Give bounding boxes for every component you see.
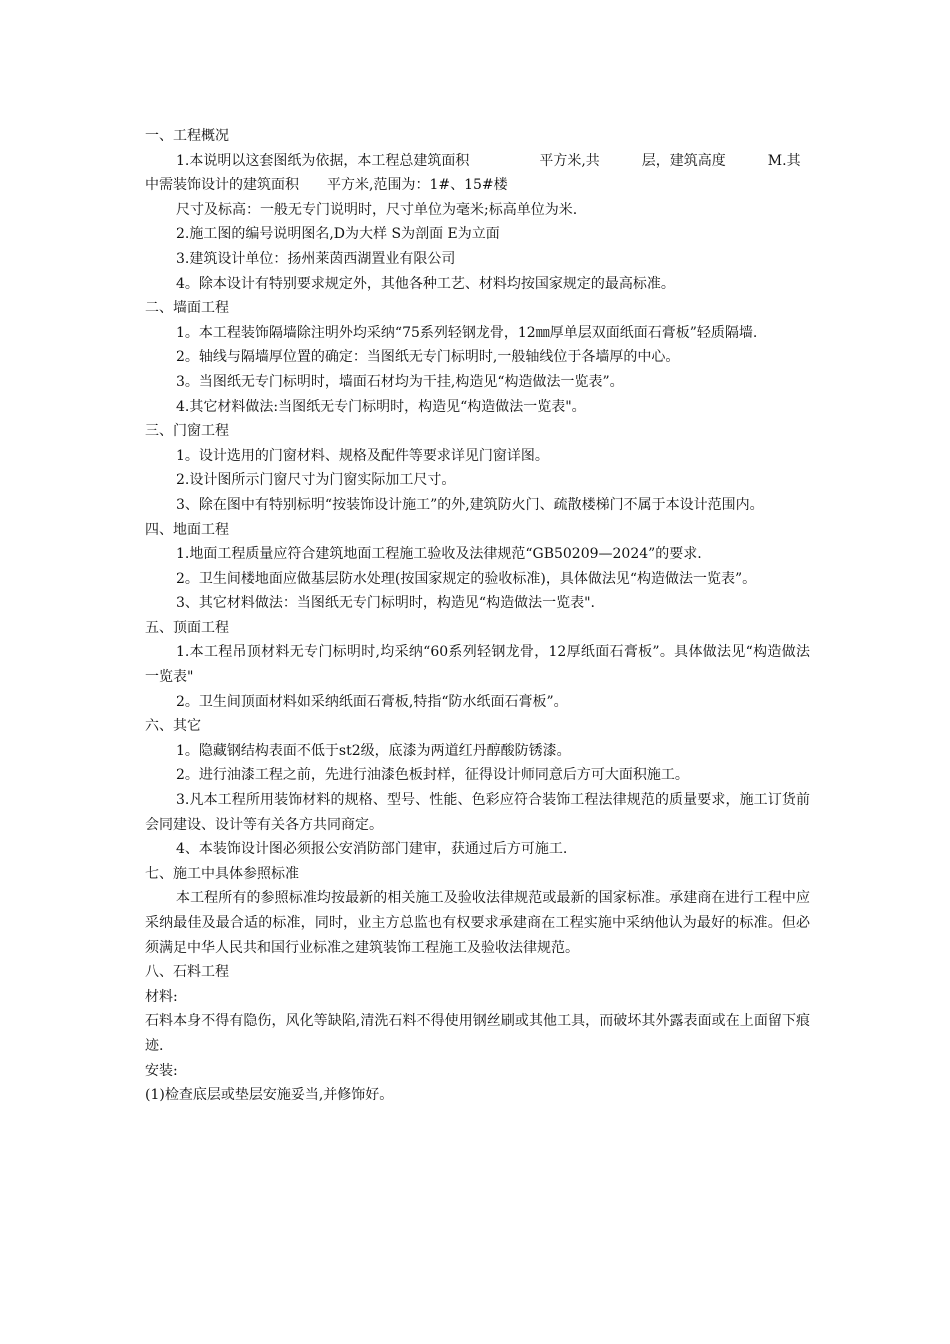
- section-heading: 二、墙面工程: [145, 300, 229, 317]
- paragraph: 2。卫生间楼地面应做基层防水处理(按国家规定的验收标准)，具体做法见“构造做法一览表”。: [176, 570, 757, 587]
- section-heading: 六、其它: [145, 718, 201, 735]
- paragraph: 4。除本设计有特别要求规定外，其他各种工艺、材料均按国家规定的最高标准。: [176, 275, 675, 292]
- paragraph: 2.施工图的编号说明图名,D为大样 S为剖面 E为立面: [176, 226, 500, 243]
- paragraph: 尺寸及标高：一般无专门说明时，尺寸单位为毫米;标高单位为米.: [176, 201, 578, 218]
- paragraph: 3.凡本工程所用装饰材料的规格、型号、性能、色彩应符合装饰工程法律规范的质量要求，施工订货前会同建设、设计等有关各方共同商定。: [145, 792, 810, 833]
- document-body: [145, 124, 810, 1108]
- section-heading: 八、石料工程: [145, 964, 229, 981]
- section-heading: 五、顶面工程: [145, 619, 229, 636]
- section-heading: 一、工程概况: [145, 128, 229, 144]
- paragraph: 3、其它材料做法：当图纸无专门标明时，构造见“构造做法一览表".: [176, 595, 595, 612]
- paragraph: 2。轴线与隔墙厚位置的确定：当图纸无专门标明时,一般轴线位于各墙厚的中心。: [176, 349, 680, 366]
- stone-install-label: 安装:: [145, 1062, 178, 1079]
- paragraph: 2。卫生间顶面材料如采纳纸面石膏板,特指“防水纸面石膏板”。: [176, 693, 568, 710]
- stone-install-item: (1)检查底层或垫层安施妥当,并修饰好。: [145, 1087, 394, 1104]
- paragraph: 1.本工程吊顶材料无专门标明时,均采纳“60系列轻钢龙骨，12厚纸面石膏板”。具体做法见“构造做法一览表": [145, 644, 810, 686]
- paragraph: 4、本装饰设计图必须报公安消防部门建审，获通过后方可施工.: [176, 841, 568, 858]
- paragraph: 1。隐藏钢结构表面不低于st2级，底漆为两道红丹醇酸防锈漆。: [176, 742, 571, 759]
- paragraph: 2。进行油漆工程之前，先进行油漆色板封样，征得设计师同意后方可大面积施工。: [176, 767, 689, 784]
- section-heading: 三、门窗工程: [145, 423, 229, 440]
- paragraph: 1。设计选用的门窗材料、规格及配件等要求详见门窗详图。: [176, 447, 549, 464]
- section-heading: 四、地面工程: [145, 521, 229, 538]
- paragraph: 本工程所有的参照标准均按最新的相关施工及验收法律规范或最新的国家标准。承建商在进行工程中应采纳最佳及最合适的标准，同时，业主方总监也有权要求承建商在工程实施中采纳他认为最好的标准。但必须满足中华人民共和国行业标准之建筑装饰工程施工及验收法律规范。: [145, 890, 810, 956]
- paragraph: 3.建筑设计单位：扬州莱茵西湖置业有限公司: [176, 250, 456, 267]
- paragraph: 1.本说明以这套图纸为依据，本工程总建筑面积 平方米,共 层，建筑高度 M.其中需装饰设计的建筑面积 平方米,范围为：1#、15#楼: [145, 152, 801, 194]
- paragraph: 3、除在图中有特别标明“按装饰设计施工”的外,建筑防火门、疏散楼梯门不属于本设计范围内。: [176, 496, 764, 513]
- section-heading: 七、施工中具体参照标准: [145, 865, 299, 882]
- stone-material-text: 石料本身不得有隐伤，风化等缺陷,清洗石料不得使用钢丝刷或其他工具，而破坏其外露表面或在上面留下痕迹.: [145, 1013, 810, 1054]
- paragraph: 2.设计图所示门窗尺寸为门窗实际加工尺寸。: [176, 472, 456, 489]
- stone-material-label: 材料:: [145, 988, 178, 1005]
- paragraph: 3。当图纸无专门标明时，墙面石材均为干挂,构造见“构造做法一览表”。: [176, 373, 624, 390]
- paragraph: 4.其它材料做法:当图纸无专门标明时，构造见“构造做法一览表"。: [176, 398, 586, 415]
- paragraph: 1。本工程装饰隔墙除注明外均采纳“75系列轻钢龙骨，12㎜厚单层双面纸面石膏板”轻质隔墙.: [176, 324, 758, 341]
- paragraph: 1.地面工程质量应符合建筑地面工程施工验收及法律规范“GB50209—2024”的要求.: [176, 546, 702, 563]
